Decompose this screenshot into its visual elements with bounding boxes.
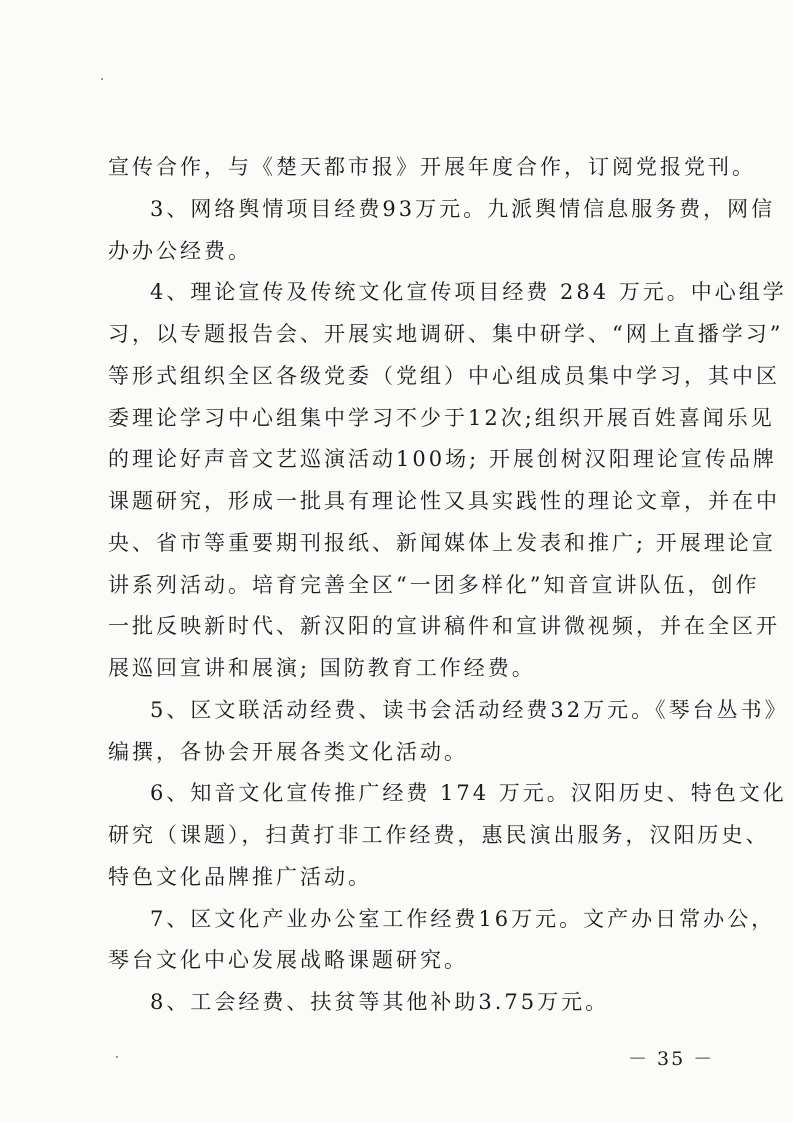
item-5-line-2: 编撰，各协会开展各类文化活动。 (108, 740, 468, 764)
item-3-line-2: 办办公经费。 (108, 239, 252, 263)
item-4-line-3: 等形式组织全区各级党委（党组）中心组成员集中学习，其中区 (108, 364, 780, 388)
item-4-line-1: 4、理论宣传及传统文化宣传项目经费 284 万元。中心组学 (150, 280, 787, 304)
item-4-line-6: 课题研究，形成一批具有理论性又具实践性的理论文章，并在中 (108, 489, 780, 513)
item-5-line-1: 5、区文联活动经费、读书会活动经费32万元。《琴台丛书》 (150, 698, 789, 722)
item-4-line-8: 讲系列活动。培育完善全区“一团多样化”知音宣讲队伍，创作 (108, 573, 760, 597)
item-4-line-10: 展巡回宣讲和展演; 国防教育工作经费。 (108, 656, 536, 680)
scan-speck (101, 78, 103, 80)
item-4-line-9: 一批反映新时代、新汉阳的宣讲稿件和宣讲微视频，并在全区开 (108, 614, 780, 638)
scan-speck (116, 1056, 118, 1058)
item-4-line-2: 习，以专题报告会、开展实地调研、集中研学、“网上直播学习” (108, 322, 784, 346)
page-number: － 35 － (628, 1048, 715, 1070)
item-7-line-2: 琴台文化中心发展战略课题研究。 (108, 948, 468, 972)
item-4-line-4: 委理论学习中心组集中学习不少于12次;组织开展百姓喜闻乐见 (108, 406, 775, 430)
item-8-line-1: 8、工会经费、扶贫等其他补助3.75万元。 (150, 990, 610, 1014)
item-6-line-2: 研究（课题），扫黄打非工作经费，惠民演出服务，汉阳历史、 (108, 823, 770, 847)
item-6-line-1: 6、知音文化宣传推广经费 174 万元。汉阳历史、特色文化 (150, 781, 787, 805)
text-line-1: 宣传合作，与《楚天都市报》开展年度合作，订阅党报党刊。 (108, 155, 756, 179)
item-6-line-3: 特色文化品牌推广活动。 (108, 865, 372, 889)
item-4-line-5: 的理论好声音文艺巡演活动100场; 开展创树汉阳理论宣传品牌 (108, 447, 777, 471)
item-4-line-7: 央、省市等重要期刊报纸、新闻媒体上发表和推广; 开展理论宣 (108, 531, 776, 555)
item-3-line-1: 3、网络舆情项目经费93万元。九派舆情信息服务费，网信 (150, 197, 776, 221)
item-7-line-1: 7、区文化产业办公室工作经费16万元。文产办日常办公， (150, 907, 776, 931)
